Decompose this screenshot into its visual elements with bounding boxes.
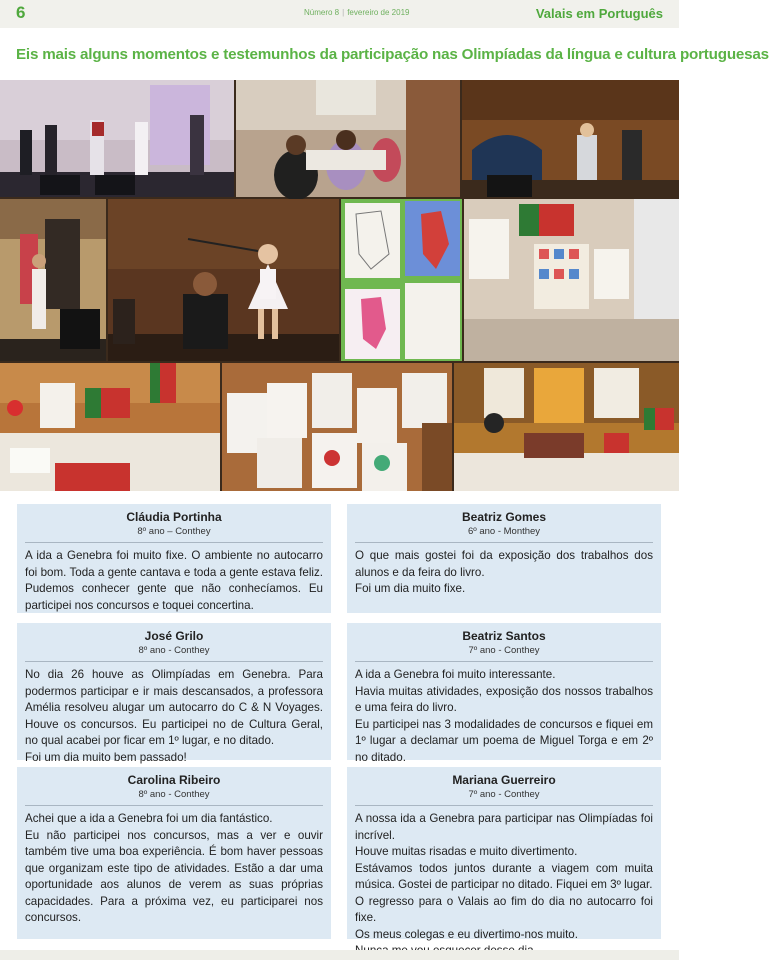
- divider: [25, 805, 323, 806]
- testimonial-text: A nossa ida a Genebra para participar nas Olimpíadas foi incrível. Houve muitas risadas e muito divertimento. Estávamos todos juntos durante a viagem com muita música. Gostei de participar no ditado. Fiquei em 3º lugar. O regresso para o Valais ao fim do dia no autocarro foi fixe. Os meus colegas e eu divertimo-nos muito.: [355, 812, 653, 941]
- testimonial-meta: 7º ano - Conthey: [468, 789, 540, 800]
- issue-info: Número 8 | fevereiro de 2019: [304, 8, 410, 17]
- testimonial-text: O que mais gostei foi da exposição dos trabalhos dos alunos e da feira do livro. Foi um dia muito fixe.: [355, 549, 653, 595]
- testimonial-name: Carolina Ribeiro: [127, 773, 221, 787]
- page-number: 6: [16, 3, 26, 22]
- testimonial-card-mariana-guerreiro: [347, 767, 661, 939]
- divider: [25, 542, 323, 543]
- testimonial-card-claudia-portinha: [17, 504, 331, 613]
- photo-exhibition-table-right: [454, 363, 679, 491]
- issue-date: fevereiro de 2019: [347, 8, 410, 17]
- testimonial-name: José Grilo: [144, 629, 204, 643]
- testimonial-card-carolina-ribeiro: [17, 767, 331, 939]
- testimonial-card-beatriz-santos: [347, 623, 661, 764]
- photo-collage: [0, 80, 679, 491]
- testimonial-name: Beatriz Gomes: [461, 510, 547, 524]
- testimonial-text: No dia 26 houve as Olimpíadas em Genebra. Para podermos participar e ir mais descansados, a professora Amélia resolveu alugar um autocarro do C & N Voyages. Houve os concursos. Eu participei no de Cultura Geral, no qual acabei por ficar em 1º lugar, e no ditado. Foi um dia muito bem passado!: [25, 668, 323, 764]
- divider: [355, 542, 653, 543]
- photo-girl-microphone-left: [0, 199, 106, 361]
- divider: [355, 661, 653, 662]
- testimonial-name: Beatriz Santos: [462, 629, 546, 643]
- testimonial-text: Achei que a ida a Genebra foi um dia fantástico. Eu não participei nos concursos, mas a ver e ouvir também tive uma boa experiência. É bom haver pessoas que organizam este tipo de atividades. Estão a dar uma oportunidade aos alunos de verem as suas próprias capacidades. Para a próxima vez, eu participarei nos concursos.: [25, 812, 323, 924]
- photo-children-table: [236, 80, 460, 197]
- testimonial-meta: 7º ano - Conthey: [468, 645, 540, 656]
- photo-exhibition-wall: [464, 199, 679, 361]
- photo-table-flag-left: [0, 363, 220, 491]
- testimonial-meta: 8º ano – Conthey: [137, 526, 211, 537]
- testimonial-text: A ida a Genebra foi muito interessante. Havia muitas atividades, exposição dos nossos trabalhos e uma feira do livro. Eu participei nas 3 modalidades de concursos e fiquei em 1º lugar a declamar um poema de Miguel Torga e em 2º no ditado.: [355, 668, 653, 764]
- testimonial-meta: 6º ano - Monthey: [467, 526, 541, 537]
- testimonial-name: Mariana Guerreiro: [452, 773, 556, 787]
- testimonial-meta: 8º ano - Conthey: [138, 789, 210, 800]
- testimonial-text: A ida a Genebra foi muito fixe. O ambiente no autocarro foi bom. Toda a gente cantava e toda a gente estava feliz. Pudemos conhecer gente que não conhecíamos. Eu participei nos concursos e toquei concertina.: [25, 549, 323, 612]
- photo-musicians-stage: [0, 80, 234, 197]
- page-header: [0, 0, 679, 28]
- photo-maps-posters: [341, 199, 462, 361]
- testimonial-card-beatriz-gomes: [347, 504, 661, 613]
- photo-drawings-table: [222, 363, 452, 491]
- photo-girl-white-dress: [108, 199, 339, 361]
- divider: [25, 661, 323, 662]
- page-title: Eis mais alguns momentos e testemunhos da participação nas Olimpíadas da língua e cultura portuguesas: [16, 46, 769, 63]
- testimonial-meta: 8º ano - Conthey: [138, 645, 210, 656]
- divider: [355, 805, 653, 806]
- page-footer: [0, 950, 679, 960]
- testimonial-name: Cláudia Portinha: [126, 510, 222, 524]
- magazine-name: Valais em Português: [535, 6, 663, 21]
- testimonial-card-jose-grilo: [17, 623, 331, 764]
- photo-girl-speaking-stage: [462, 80, 679, 197]
- issue-number: Número 8: [304, 8, 340, 17]
